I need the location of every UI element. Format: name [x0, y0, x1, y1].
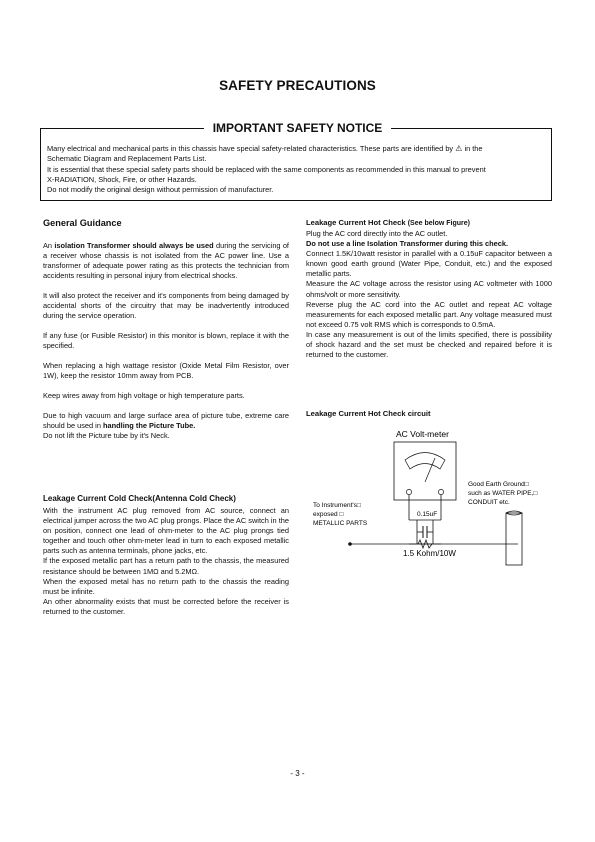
general-p1-bold: isolation Transformer should always be used: [54, 241, 214, 250]
left-label-2: exposed □: [313, 511, 344, 518]
hot-check-heading-note: (See below Figure): [407, 220, 470, 227]
general-p6-b: Do not lift the Picture tube by it's Neck.: [43, 431, 170, 441]
hot-paragraph-4: Measure the AC voltage across the resistor using AC voltmeter with 1000 ohms/volt or more sensitivity.: [306, 279, 552, 299]
general-p6-bold: handling the Picture Tube.: [103, 421, 196, 431]
notice-line1-b: in the: [464, 144, 483, 153]
general-paragraph-3: If any fuse (or Fusible Resistor) in this monitor is blown, replace it with the specified.: [43, 331, 289, 351]
notice-line2: Schematic Diagram and Replacement Parts List.: [47, 154, 207, 164]
general-paragraph-1: [43, 241, 289, 281]
cold-paragraph-3: When the exposed metal has no return path to the chassis the reading must be infinite.: [43, 576, 289, 596]
ac-voltmeter-icon: [394, 442, 456, 500]
hot-check-heading-wrap: [306, 218, 470, 227]
cold-paragraph-4: An other abnormality exists that must be corrected before the receiver is returned to the customer.: [43, 596, 289, 616]
right-label-2: such as WATER PIPE,□: [468, 490, 538, 497]
notice-line1-a: Many electrical and mechanical parts in this chassis have special safety-related characteristics. These parts are identified by: [47, 144, 454, 153]
general-p1-b: during the servicing of a receiver whose chassis is not isolated from the AC power line. Use a transformer of adequate power rating as this protects the technician from accidents resulting in personal injury from electrical shocks.: [43, 241, 289, 281]
hot-paragraph-2: Do not use a line Isolation Transformer during this check.: [306, 239, 509, 249]
capacitor-icon: [417, 526, 433, 538]
cold-paragraph-2: If the exposed metallic part has a return path to the chassis, the measured resistance should be between 1MΩ and 5.2MΩ.: [43, 556, 289, 576]
notice-line5: Do not modify the original design without permission of manufacturer.: [47, 185, 274, 195]
safety-notice-heading: IMPORTANT SAFETY NOTICE: [204, 121, 392, 135]
general-paragraph-4: When replacing a high wattage resistor (Oxide Metal Film Resistor, over 1W), keep the resistor 10mm away from PCB.: [43, 361, 289, 381]
general-p1-a: An: [43, 241, 53, 250]
hot-paragraph-3: Connect 1.5K/10watt resistor in parallel with a 0.15uF capacitor between a known good earth ground (Water Pipe, Conduit, etc.) and the exposed metallic parts.: [306, 249, 552, 279]
hot-check-heading: Leakage Current Hot Check: [306, 218, 406, 227]
right-label-3: CONDUIT etc.: [468, 499, 510, 506]
hot-paragraph-5: Reverse plug the AC cord into the AC outlet and repeat AC voltage measurements for each exposed metallic part. Any voltage measured must not exceed 0.75 volt RMS which is corresponds to 0.5mA.: [306, 299, 552, 329]
page-number: - 3 -: [290, 769, 305, 778]
meter-label: AC Volt-meter: [396, 429, 449, 439]
warning-triangle-icon: ⚠: [455, 144, 463, 153]
hot-paragraph-1: Plug the AC cord directly into the AC outlet.: [306, 229, 448, 238]
resistor-label: 1.5 Kohm/10W: [403, 549, 456, 558]
circuit-heading: Leakage Current Hot Check circuit: [306, 409, 431, 418]
safety-notice-text: [47, 144, 547, 195]
water-pipe-icon: [506, 511, 522, 565]
cold-check-body: [43, 506, 289, 617]
safety-notice-heading-wrap: [0, 119, 595, 137]
general-paragraph-6: [43, 411, 289, 441]
general-guidance-heading: General Guidance: [43, 218, 122, 228]
notice-line3: It is essential that these special safety parts should be replaced with the same components as recommended in this manual to prevent: [47, 164, 486, 174]
left-label-3: METALLIC PARTS: [313, 520, 368, 527]
general-paragraph-5: Keep wires away from high voltage or high temperature parts.: [43, 391, 245, 400]
hot-check-circuit-diagram: [300, 420, 560, 570]
left-label-1: To Instrument's□: [313, 502, 361, 509]
general-p6-a: Due to high vacuum and large surface area of picture tube, extreme care should be used in: [43, 411, 289, 431]
cold-paragraph-1: With the instrument AC plug removed from AC source, connect an electrical jumper across the two AC plug prongs. Place the AC switch in the on position, connect one lead of ohm-meter to the AC plug prongs tied together and touch other ohm-meter lead in turn to each exposed metallic parts such as antenna terminals, phone jacks, etc.: [43, 506, 289, 556]
page-title: SAFETY PRECAUTIONS: [219, 78, 376, 93]
hot-check-body: [306, 229, 552, 360]
capacitor-label: 0.15uF: [417, 511, 438, 518]
cold-check-heading: Leakage Current Cold Check(Antenna Cold Check): [43, 494, 236, 503]
right-label-1: Good Earth Ground□: [468, 481, 529, 488]
notice-line4: X-RADIATION, Shock, Fire, or other Hazards.: [47, 174, 197, 184]
general-paragraph-2: It will also protect the receiver and it's components from being damaged by accidental shorts of the circuitry that may be inadvertently introduced during the service operation.: [43, 291, 289, 321]
hot-paragraph-6: In case any measurement is out of the limits specified, there is possibility of shock hazard and the set must be checked and repaired before it is returned to the customer.: [306, 329, 552, 360]
